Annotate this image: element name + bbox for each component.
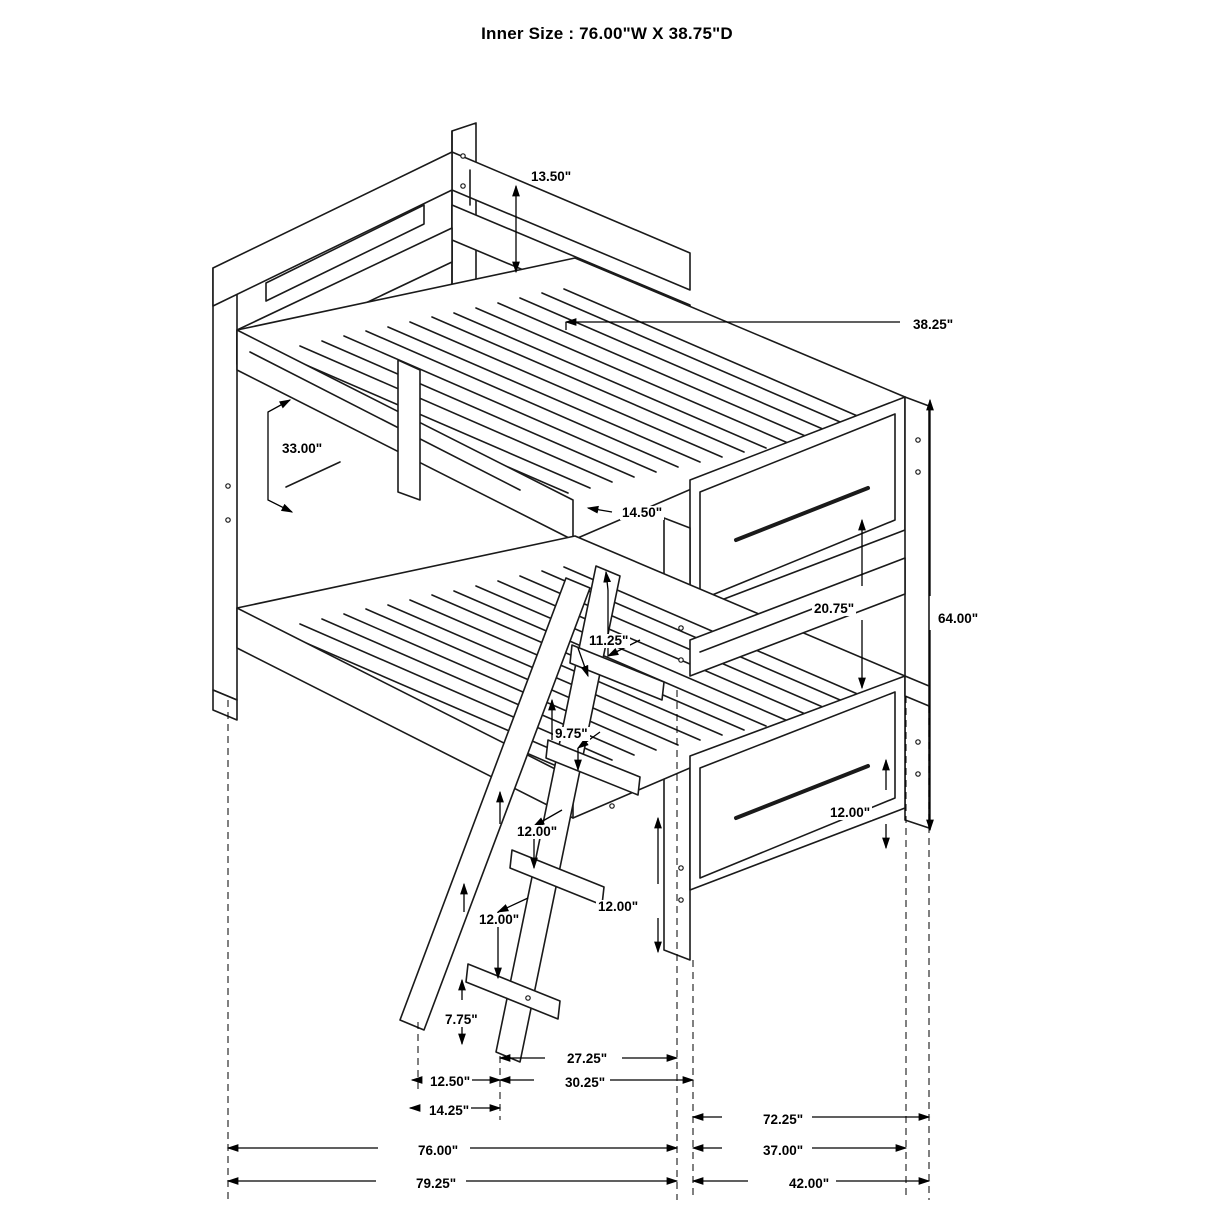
dim-label-ladder-base-offset: 27.25"	[567, 1051, 608, 1066]
dim-33-00-b	[268, 470, 292, 512]
dim-label-ladder-bottom-rung: 7.75"	[445, 1012, 478, 1027]
dim-label-depth-to-rear-post: 72.25"	[763, 1112, 804, 1127]
dim-33-00-a	[268, 400, 290, 470]
dim-label-rung-spacing-1: 11.25"	[589, 633, 629, 648]
dim-label-rung-spacing-2: 9.75"	[555, 726, 588, 741]
dim-label-mattress-depth: 38.25"	[913, 317, 954, 332]
dim-label-ladder-foot-depth: 12.50"	[430, 1074, 471, 1089]
dim-label-ladder-base-span: 30.25"	[565, 1075, 606, 1090]
dim-label-overall-width: 79.25"	[416, 1176, 457, 1191]
dim-label-rung-spacing-3: 12.00"	[517, 824, 558, 839]
dim-14-50	[588, 508, 612, 512]
page-title: Inner Size : 76.00"W X 38.75"D	[481, 24, 733, 43]
dim-label-side-depth: 37.00"	[763, 1143, 804, 1158]
dim-11-25-b	[578, 648, 588, 676]
dim-label-rung-spacing-4: 12.00"	[479, 912, 520, 927]
dim-label-overall-height: 64.00"	[938, 611, 979, 626]
dim-label-inner-width: 76.00"	[418, 1143, 459, 1158]
dim-label-ladder-foot-total: 14.25"	[429, 1103, 470, 1118]
dim-label-overall-depth: 42.00"	[789, 1176, 830, 1191]
dim-label-lower-frame-clearance: 12.00"	[598, 899, 639, 914]
dim-12-00-rung4-a	[498, 898, 528, 912]
dim-label-lower-bunk-clearance: 20.75"	[814, 601, 855, 616]
dim-label-ladder-top-clearance: 14.50"	[622, 505, 663, 520]
dim-label-lower-bed-height: 12.00"	[830, 805, 871, 820]
dim-label-top-rail-height: 13.50"	[531, 169, 572, 184]
dim-label-upper-guard-height: 33.00"	[282, 441, 323, 456]
